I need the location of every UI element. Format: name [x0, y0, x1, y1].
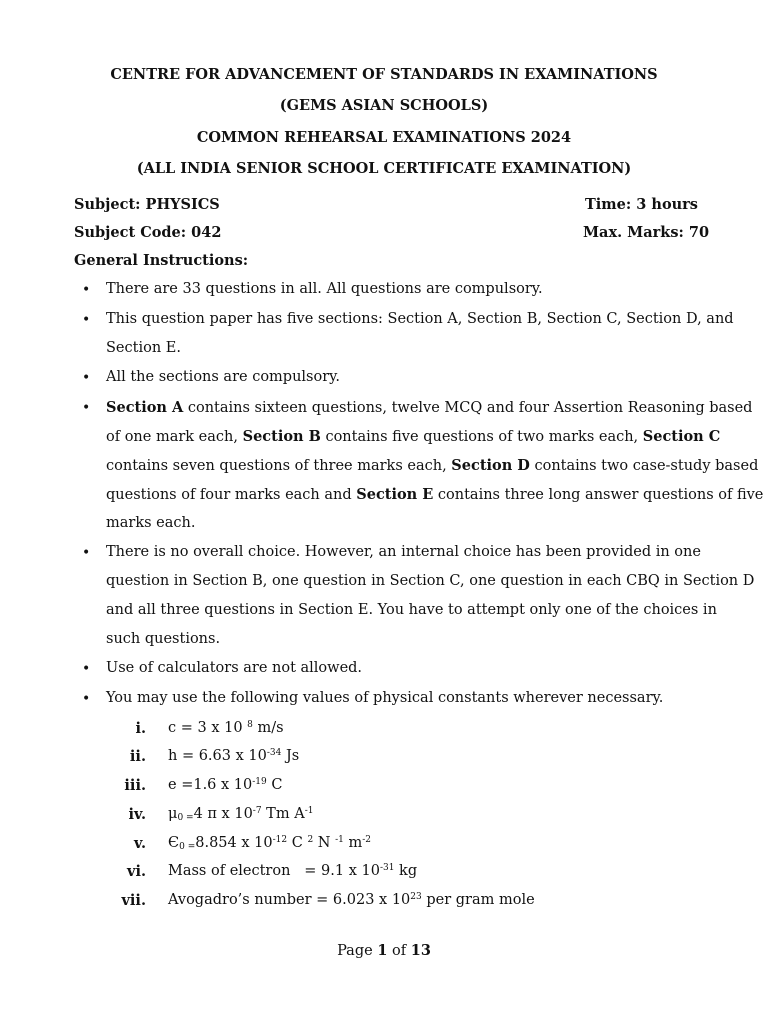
header-line-4: (ALL INDIA SENIOR SCHOOL CERTIFICATE EXAMINATION): [136, 160, 632, 177]
max-marks-label: Max. Marks: 70: [583, 224, 710, 241]
instruction-4-line-3: contains seven questions of three marks each, Section D contains two case-study based: [106, 457, 759, 474]
bullet-7: •: [82, 691, 91, 707]
constant-1-number: i.: [135, 720, 146, 737]
header-line-1: CENTRE FOR ADVANCEMENT OF STANDARDS IN EXAMINATIONS: [110, 66, 658, 83]
page-total: 13: [410, 942, 431, 959]
page-footer: Page 1 of 13: [337, 942, 431, 959]
instruction-5-line-3: and all three questions in Section E. You have to attempt only one of the choices in: [106, 602, 717, 618]
page-number: 1: [377, 942, 388, 959]
subject-label: Subject: PHYSICS: [74, 196, 220, 213]
constant-4-value: $\mu_{0 =}4$ π x $10^{-7}$ Tm $A^{-1}$: [168, 806, 314, 823]
bullet-3: •: [82, 370, 91, 386]
header-line-2: (GEMS ASIAN SCHOOLS): [279, 97, 489, 114]
instruction-5-line-1: There is no overall choice. However, an internal choice has been provided in one: [106, 544, 701, 560]
instruction-5-line-2: question in Section B, one question in Section C, one question in each CBQ in Section D: [106, 573, 755, 589]
section-b-label: Section B: [242, 428, 321, 445]
bullet-4: •: [82, 400, 91, 416]
constant-1-value: c = 3 x 10 $^8$ m/s: [168, 720, 284, 736]
constant-7-value: Avogadro’s number = 6.023 x $10^{23}$ per gram mole: [168, 892, 535, 908]
constant-3-value: e =1.6 x $10^{-19}$ C: [168, 777, 283, 793]
instruction-4-line-5: marks each.: [106, 515, 196, 531]
bullet-5: •: [82, 545, 91, 561]
instruction-6: Use of calculators are not allowed.: [106, 660, 363, 676]
instruction-1: There are 33 questions in all. All questions are compulsory.: [106, 281, 543, 297]
instruction-4-line-4: questions of four marks each and Section E contains three long answer questions of five: [106, 486, 764, 503]
bullet-1: •: [82, 282, 91, 298]
constant-6-value: Mass of electron = 9.1 x $10^{-31}$ kg: [168, 863, 418, 879]
instructions-heading: General Instructions:: [74, 252, 249, 269]
instruction-5-line-4: such questions.: [106, 631, 221, 647]
constant-3-number: iii.: [124, 777, 146, 794]
instruction-3: All the sections are compulsory.: [106, 369, 341, 385]
instruction-2-line-1: This question paper has five sections: Section A, Section B, Section C, Section D, and: [106, 311, 734, 327]
instruction-7: You may use the following values of physical constants wherever necessary.: [106, 690, 664, 706]
header-line-3: COMMON REHEARSAL EXAMINATIONS 2024: [196, 129, 572, 146]
constant-7-number: vii.: [121, 892, 146, 909]
section-c-label: Section C: [642, 428, 721, 445]
instruction-2-line-2: Section E.: [106, 340, 181, 356]
bullet-6: •: [82, 661, 91, 677]
instruction-4-line-2: of one mark each, Section B contains five questions of two marks each, Section C: [106, 428, 721, 445]
section-a-label: Section A: [106, 399, 184, 416]
instruction-4-line-1: Section A contains sixteen questions, twelve MCQ and four Assertion Reasoning based: [106, 399, 753, 416]
subject-code-label: Subject Code: 042: [74, 224, 222, 241]
section-e-label: Section E: [356, 486, 434, 503]
constant-2-number: ii.: [129, 748, 146, 765]
constant-6-number: vi.: [127, 863, 146, 880]
constant-2-value: h = 6.63 x $10^{-34}$ Js: [168, 748, 300, 764]
bullet-2: •: [82, 312, 91, 328]
constant-5-number: v.: [133, 835, 146, 852]
constant-4-number: iv.: [128, 806, 146, 823]
time-label: Time: 3 hours: [585, 196, 698, 213]
section-d-label: Section D: [451, 457, 530, 474]
constant-5-value: $Є_{0 =}8.854$ x $10^{-12}$ C $^2$ N $^{-1}$ $m^{-2}$: [168, 835, 371, 852]
